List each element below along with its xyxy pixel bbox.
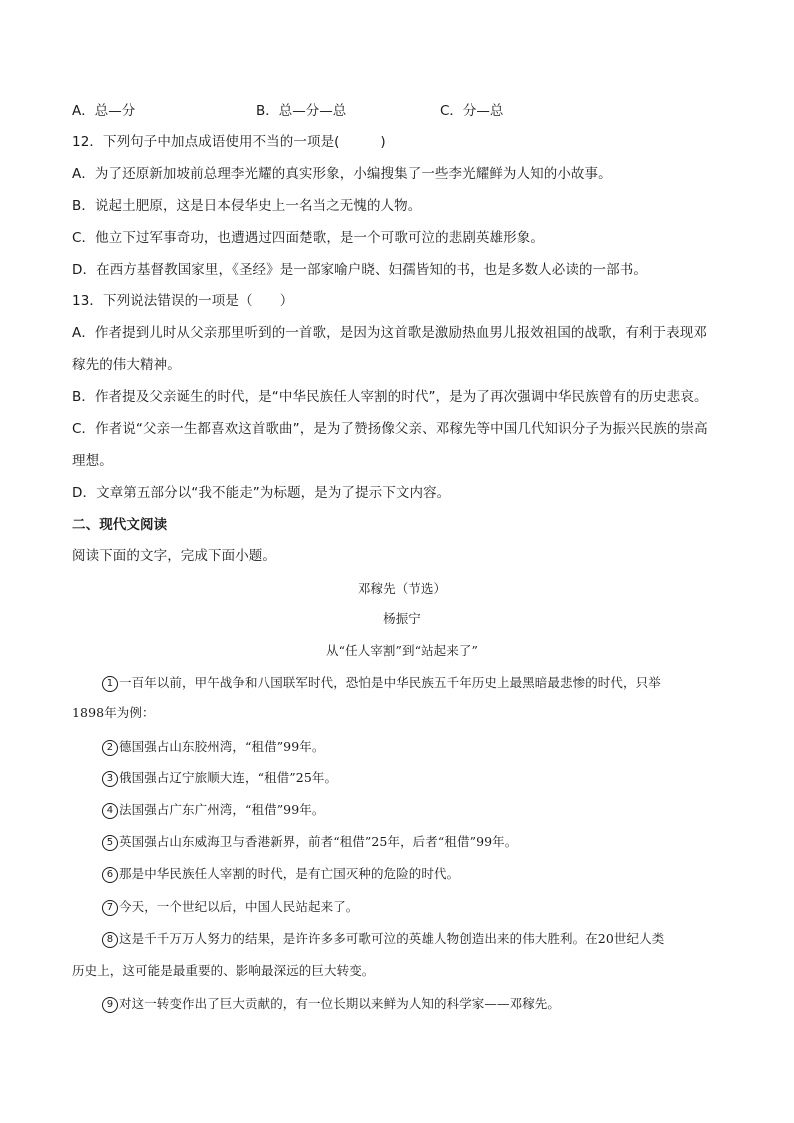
paragraph-9: 9 对这一转变作出了巨大贡献的，有一位长期以来鲜为人知的科学家——邓稼先。 (102, 994, 762, 1014)
q13-option-d: D．文章第五部分以“我不能走”为标题，是为了提示下文内容。 (72, 485, 451, 501)
paragraph-number: 7 (102, 900, 118, 916)
paragraph-number: 8 (102, 932, 118, 948)
paragraph-number: 4 (102, 803, 118, 819)
q12-option-a: A．为了还原新加坡前总理李光耀的真实形象，小编搜集了一些李光耀鲜为人知的小故事。 (72, 166, 612, 182)
section-instruction: 阅读下面的文字，完成下面小题。 (72, 548, 276, 564)
q13-option-b: B．作者提及父亲诞生的时代，是“中华民族任人宰割的时代”，是为了再次强调中华民族曾有的历史悲哀。 (72, 389, 708, 405)
paragraph-number: 6 (102, 867, 118, 883)
paragraph-4: 4 法国强占广东广州湾，“租借”99年。 (102, 800, 762, 820)
article-subtitle: 从“任人宰割”到“站起来了” (326, 643, 478, 658)
paragraph-2: 2 德国强占山东胶州湾，“租借”99年。 (102, 737, 762, 757)
paragraph-number: 5 (102, 835, 118, 851)
paragraph-number: 9 (102, 997, 118, 1013)
paragraph-number: 1 (102, 676, 118, 692)
paragraph-8-line2: 历史上，这可能是最重要的、影响最深远的巨大转变。 (72, 963, 375, 978)
q13-option-a-line1: A．作者提到儿时从父亲那里听到的一首歌，是因为这首歌是激励热血男儿报效祖国的战歌，有利于表现邓 (72, 325, 707, 341)
q11-option-c: C．分—总 (440, 103, 504, 119)
q13-stem: 13．下列说法错误的一项是（ ） (72, 293, 294, 309)
paragraph-number: 2 (102, 740, 118, 756)
paragraph-3: 3 俄国强占辽宁旅顺大连，“租借”25年。 (102, 768, 762, 788)
paragraph-6: 6 那是中华民族任人宰割的时代，是有亡国灭种的危险的时代。 (102, 864, 762, 884)
q11-options (72, 101, 732, 121)
section-heading: 二、现代文阅读 (72, 517, 168, 533)
q12-stem: 12．下列句子中加点成语使用不当的一项是( ) (72, 134, 386, 150)
paragraph-7: 7 今天，一个世纪以后，中国人民站起来了。 (102, 897, 762, 917)
q12-option-b: B．说起土肥原，这是日本侵华史上一名当之无愧的人物。 (72, 198, 422, 214)
paragraph-8-line1: 8 这是千千万万人努力的结果，是许许多多可歌可泣的英雄人物创造出来的伟大胜利。在20世纪人类 (102, 929, 762, 949)
q11-option-b: B．总—分—总 (256, 103, 347, 119)
article-author: 杨振宁 (383, 611, 421, 626)
q11-option-a: A．总—分 (72, 103, 136, 119)
q12-option-c: C．他立下过军事奇功，也遭遇过四面楚歌，是一个可歌可泣的悲剧英雄形象。 (72, 230, 544, 246)
paragraph-5: 5 英国强占山东威海卫与香港新界，前者“租借”25年，后者“租借”99年。 (102, 832, 762, 852)
q12-option-d: D．在西方基督教国家里，《圣经》是一部家喻户晓、妇孺皆知的书，也是多数人必读的一部书。 (72, 262, 647, 278)
article-title: 邓稼先（节选） (357, 581, 447, 596)
q13-option-a-line2: 稼先的伟大精神。 (72, 357, 181, 373)
paragraph-number: 3 (102, 771, 118, 787)
paragraph-1-line1: 1 一百年以前，甲午战争和八国联军时代，恐怕是中华民族五千年历史上最黑暗最悲惨的时代，只举 (102, 673, 762, 693)
q13-option-c-line1: C．作者说“父亲一生都喜欢这首歌曲”，是为了赞扬像父亲、邓稼先等中国几代知识分子为振兴民族的崇高 (72, 421, 708, 437)
q13-option-c-line2: 理想。 (72, 453, 113, 469)
paragraph-1-line2: 1898年为例： (72, 705, 155, 720)
